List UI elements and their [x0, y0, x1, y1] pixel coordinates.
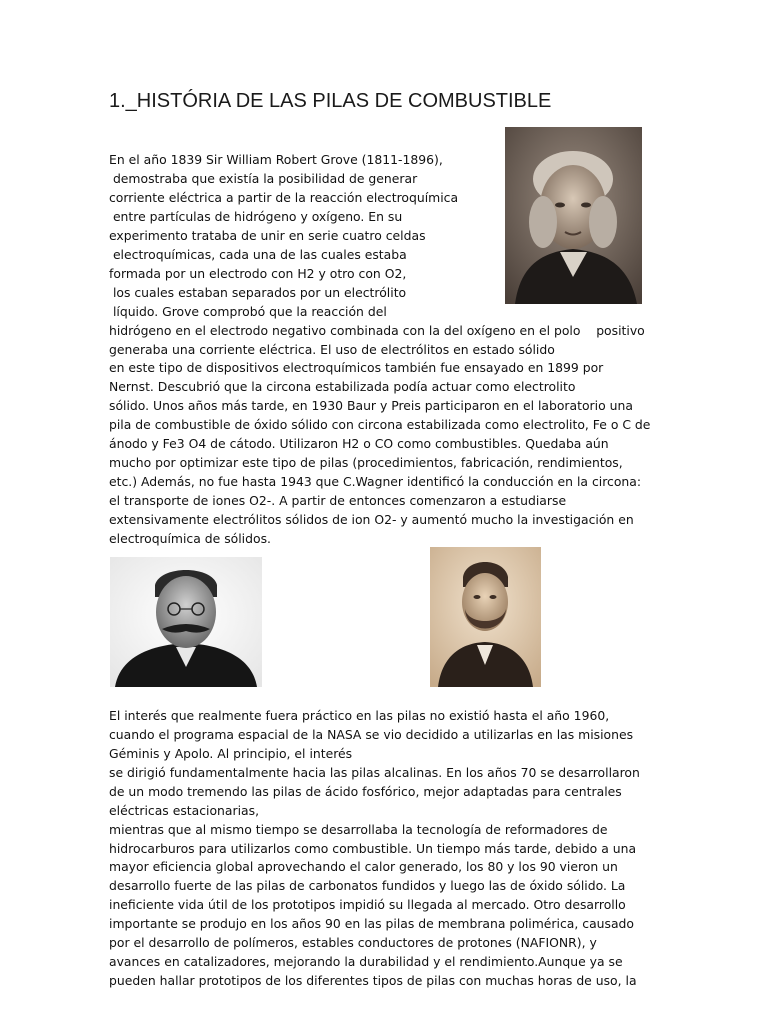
text-line: electroquímicas, cada una de las cuales estaba: [109, 247, 407, 262]
text-line: entre partículas de hidrógeno y oxígeno. En su: [109, 209, 403, 224]
text-line: demostraba que existía la posibilidad de generar: [109, 171, 418, 186]
text-line: hidrocarburos para utilizarlos como combustible. Un tiempo más tarde, debido a una: [109, 841, 637, 856]
text-line: mayor eficiencia global aprovechando el calor generado, los 80 y los 90 vieron un: [109, 859, 618, 874]
text-line: formada por un electrodo con H2 y otro con O2,: [109, 266, 407, 281]
text-line: mucho por optimizar este tipo de pilas (procedimientos, fabricación, rendimientos,: [109, 455, 623, 470]
text-line: por el desarrollo de polímeros, estables conductores de protones (NAFIONR), y: [109, 935, 597, 950]
text-line: importante se produjo en los años 90 en las pilas de membrana polimérica, causado: [109, 916, 635, 931]
text-line: En el año 1839 Sir William Robert Grove (1811-1896),: [109, 152, 443, 167]
text-line: ineficiente vida útil de los prototipos impidió su llegada al mercado. Otro desarrollo: [109, 897, 626, 912]
text-line: los cuales estaban separados por un electrólito: [109, 285, 407, 300]
portrait-walther-nernst: [110, 557, 262, 687]
text-line: extensivamente electrólitos sólidos de ion O2- y aumentó mucho la investigación en: [109, 512, 634, 527]
text-line: cuando el programa espacial de la NASA se vio decidido a utilizarlas en las misiones: [109, 727, 634, 742]
text-line: líquido. Grove comprobó que la reacción del: [109, 304, 387, 319]
text-line: generaba una corriente eléctrica. El uso de electrólitos en estado sólido: [109, 342, 555, 357]
text-line: electroquímica de sólidos.: [109, 531, 271, 546]
text-line: corriente eléctrica a partir de la reacción electroquímica: [109, 190, 459, 205]
text-line: ánodo y Fe3 O4 de cátodo. Utilizaron H2 o CO como combustibles. Quedaba aún: [109, 436, 609, 451]
text-line: desarrollo fuerte de las pilas de carbonatos fundidos y luego las de óxido sólido. La: [109, 878, 626, 893]
text-line: de un modo tremendo las pilas de ácido fosfórico, mejor adaptadas para centrales: [109, 784, 622, 799]
text-line: pila de combustible de óxido sólido con circona estabilizada como electrolito, Fe o C de: [109, 417, 651, 432]
text-line: Nernst. Descubrió que la circona estabilizada podía actuar como electrolito: [109, 379, 576, 394]
text-line: pueden hallar prototipos de los diferentes tipos de pilas con muchas horas de uso, la: [109, 973, 637, 988]
text-line: sólido. Unos años más tarde, en 1930 Baur y Preis participaron en el laboratorio una: [109, 398, 633, 413]
text-line: en este tipo de dispositivos electroquímicos también fue ensayado en 1899 por: [109, 360, 604, 375]
text-line: hidrógeno en el electrodo negativo combinada con la del oxígeno en el polo positivo: [109, 323, 645, 338]
text-line: eléctricas estacionarias,: [109, 803, 260, 818]
text-line: se dirigió fundamentalmente hacia las pilas alcalinas. En los años 70 se desarrollaron: [109, 765, 640, 780]
portrait-william-grove: [505, 127, 642, 304]
text-line: etc.) Además, no fue hasta 1943 que C.Wagner identificó la conducción en la circona:: [109, 474, 642, 489]
text-line: avances en catalizadores, mejorando la durabilidad y el rendimiento.Aunque ya se: [109, 954, 623, 969]
text-line: Géminis y Apolo. Al principio, el interés: [109, 746, 353, 761]
portrait-sepia-man: [430, 547, 541, 687]
text-line: el transporte de iones O2-. A partir de entonces comenzaron a estudiarse: [109, 493, 567, 508]
text-line: mientras que al mismo tiempo se desarrollaba la tecnología de reformadores de: [109, 822, 608, 837]
document-title: 1._HISTÓRIA DE LAS PILAS DE COMBUSTIBLE: [109, 90, 552, 112]
text-line: experimento trataba de unir en serie cuatro celdas: [109, 228, 426, 243]
text-line: El interés que realmente fuera práctico en las pilas no existió hasta el año 1960,: [109, 708, 610, 723]
